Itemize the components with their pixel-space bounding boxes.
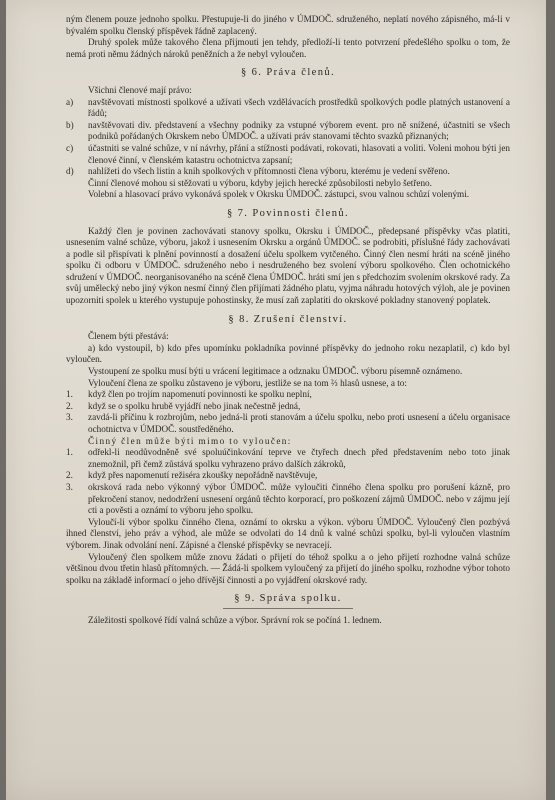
heading-divider (223, 608, 353, 609)
list-marker: 2. (66, 470, 73, 481)
list-text: nahlížeti do všech listin a knih spolkových v přítomnosti člena výboru, kterému je vedení svěřeno. (88, 166, 450, 177)
list-item (66, 447, 510, 470)
intro-paragraph-2: Druhý spolek může takového člena přijmouti jen tehdy, předloží-li tento potvrzení předešlého spolku o tom, že nemá proti němu žádných nároků peněžních a že nebyl vyloučen. (66, 37, 510, 59)
list-item (66, 470, 510, 482)
list-marker: c) (66, 142, 74, 153)
list-marker: 2. (66, 400, 73, 411)
section-8-paragraph-last-2: Vyloučený člen spolkem může znovu žádati o přijetí do téhož spolku a o jeho přijetí rozhodne valná schůze většinou dvou třetin hlasů přítomných. — Žádá-li spolkem vyloučený za přijetí do jiného spolku, rozhodne výbor tohoto spolku na základě informací o jeho dřívější činnosti a po vyjádření okrskové rady. (66, 551, 510, 585)
section-7-body: Každý člen je povinen zachovávati stanovy spolku, Okrsku i ÚMDOČ., předepsané příspěvky včas platiti, usnesením valné schůze, výboru, jakož i usnesením Okrsku a orgánů ÚMDOČ. se podrobiti, příslušné řády zachovávati a podle sil přispívati k plnění povinností a dosažení účelu spolkem vytčeného. Činný člen nesmí hráti na scéně jiného spolku či odboru v ÚMDOČ. sdruženého nebo i nesdruženého bez svolení výboru spolkového. Člen ochotnického sdružení v ÚMDOČ. neorganisovaného na scéně člena ÚMDOČ. hráti smí jen s předchozím svolením okrskové rady. Za svůj umělecký nebo jiný výkon nesmí činný člen přijímati žádného platu, vyjma náhradu hotových výloh, ale je povinen upozorniti spolek u kterého vystupuje pohostinsky, že musí zaň zaplatiti do okrskové pokladny stanovený poplatek. (66, 225, 510, 306)
section-8-abc: a) kdo vystoupil, b) kdo přes upomínku pokladníka povinné příspěvky do jednoho roku nezaplatil, c) kdo byl vyloučen. (66, 342, 510, 365)
list-item (66, 482, 510, 517)
section-8-paragraph-vystoupeni: Vystoupení ze spolku musí býti u vrácení legitimace a odznaku ÚMDOČ. výboru písemně oznámeno. (88, 366, 463, 377)
list-item (66, 97, 510, 120)
list-item (66, 389, 510, 401)
section-8-heading (66, 314, 510, 326)
section-8-title: § 8. Zrušení členství. (228, 313, 348, 325)
list-text: odřekl-li neodůvodněně své spoluúčinkování teprve ve čtyřech dnech před představením nebo toto jinak znemožnil, při čemž zůstává spolku vyhrazeno právo dalších zákroků, (88, 447, 510, 469)
section-6-paragraph-volebni: Volební a hlasovací právo vykonává spolek v Okrsku ÚMDOČ. zástupci, svou valnou schůzí volenými. (88, 189, 470, 200)
intro-paragraph-1: ným členem pouze jednoho spolku. Přestupuje-li do jiného v ÚMDOČ. sdruženého, neplatí nového zápisného, má-li v bývalém spolku členský příspěvek řádně zaplacený. (66, 14, 510, 36)
document-page (6, 0, 546, 800)
section-6-lead: Všichni členové mají právo: (88, 84, 192, 95)
section-8-lead: Členem býti přestává: (88, 331, 169, 342)
section-8-paragraph-vylouceni: Vyloučení člena ze spolku zůstaveno je výboru, jestliže se na tom ⅔ hlasů usnese, a to: (88, 377, 407, 388)
list-marker: d) (66, 166, 74, 177)
section-9-body: Záležitosti spolkové řídí valná schůze a výbor. Správní rok se počíná 1. lednem. (88, 614, 382, 625)
section-9-title: § 9. Správa spolku. (234, 593, 342, 605)
section-8-paragraph-last-1: Vyloučí-li výbor spolku činného člena, oznámí to okrsku a výkon. výboru ÚMDOČ. Vyloučený člen pozbývá ihned členství, jeho práv a výhod, ale může se odvolati do 14 dnů k valné schůzi spolku, byl-li vyloučen vlastním výborem. Jinak odvolání není. Zápisné a členské příspěvky se nevracejí. (66, 516, 510, 550)
list-text: navštěvovati místnosti spolkové a užívati všech vzdělávacích prostředků spolkových podle platných ustanovení a řádů; (88, 96, 510, 119)
list-marker: a) (66, 96, 74, 107)
list-marker: 3. (66, 412, 73, 423)
section-6-heading (66, 67, 510, 79)
section-6-title: § 6. Práva členů. (240, 67, 336, 79)
list-text: účastniti se valné schůze, v ní návrhy, přání a stížnosti podávati, rokovati, hlasovati a voliti. Voleni mohou býti jen členové činní, v členském katastru ochotnictva zapsaní; (88, 142, 510, 165)
list-text: když člen po trojím napomenutí povinnosti ke spolku neplní, (88, 389, 312, 400)
list-text: když přes napomenutí režiséra zkoušky nepořádně navštěvuje, (88, 470, 318, 481)
list-marker: 3. (66, 481, 73, 492)
list-item (66, 120, 510, 143)
section-7-title: § 7. Povinnosti členů. (226, 207, 350, 219)
list-item (66, 143, 510, 166)
section-9-heading (66, 593, 510, 609)
list-text: navštěvovati div. představení a všechny podniky za vstupné výborem event. pro ně snížené, účastniti se všech podniků pořádaných Okrskem nebo ÚMDOČ. a užívati práv stanovami těchto svazků přiznaných; (88, 119, 510, 142)
list-text: když se o spolku hrubě vyjádří nebo jinak nečestně jedná, (88, 400, 301, 411)
section-7-heading (66, 208, 510, 220)
list-item (66, 401, 510, 413)
list-item (66, 166, 510, 178)
list-item (66, 412, 510, 435)
section-8-paragraph-cinny: Činný člen může býti mimo to vyloučen: (88, 435, 292, 446)
text-column (66, 14, 510, 627)
list-marker: 1. (66, 389, 73, 400)
list-text: zavdá-li příčinu k rozbrojům, nebo jedná-li proti stanovám a účelu spolku, nebo proti usnesení a účelu organisace ochotnictva v ÚMDOČ. soustředěného. (88, 412, 510, 434)
section-6-paragraph-cinni: Činní členové mohou si stěžovati u výboru, kdyby jejich herecké způsobilosti nebylo šetřeno. (88, 177, 432, 188)
list-marker: 1. (66, 447, 73, 458)
list-text: okrsková rada nebo výkonný výbor ÚMDOČ. může vyloučiti činného člena spolku pro porušení kázně, pro překročení stanov, nedodržení usnesení orgánů těchto korporací, pro poškození zájmů ÚMDOČ. nebo v zájmu její cti a pověsti a oznámí to výboru jeho spolku. (88, 481, 510, 516)
list-marker: b) (66, 119, 74, 130)
